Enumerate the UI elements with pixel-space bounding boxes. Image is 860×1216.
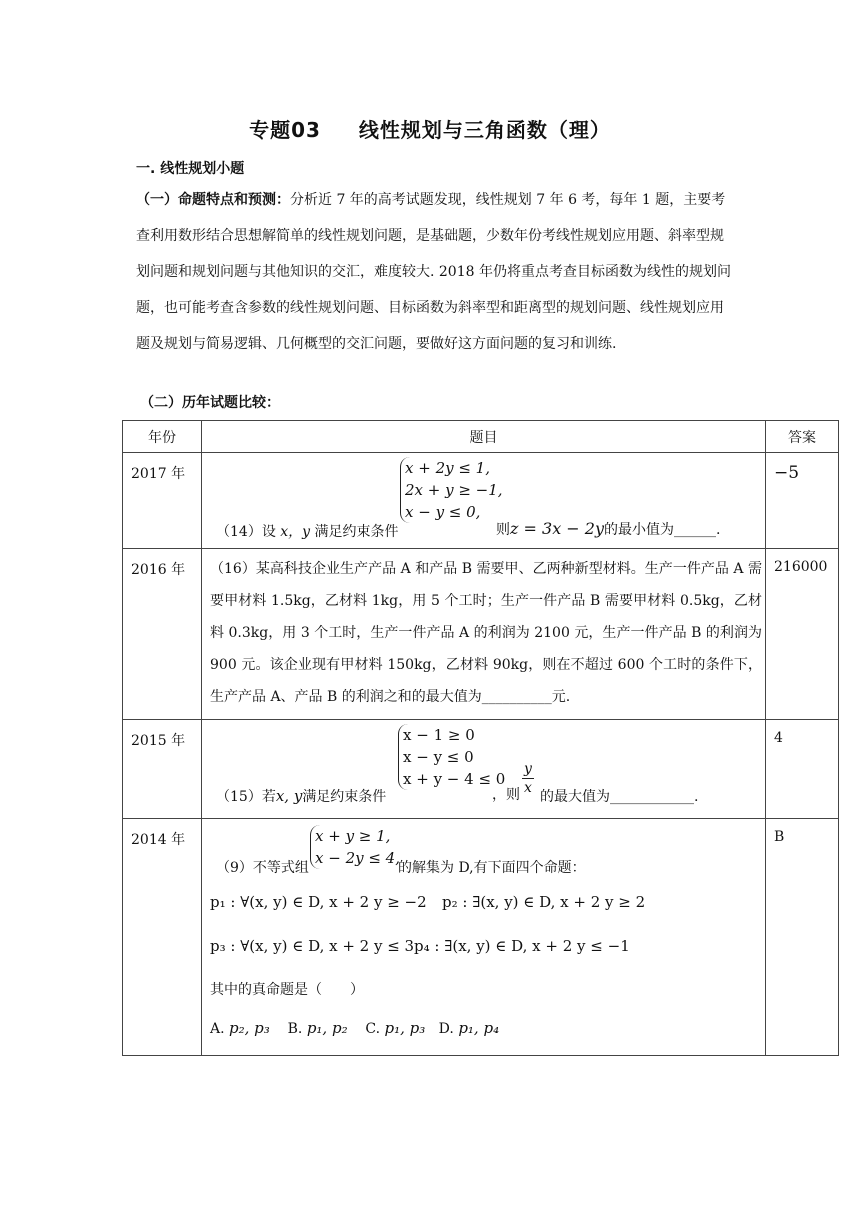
objective-expression: z = 3x − 2y (510, 519, 605, 538)
question-text: （15）若x, y满足约束条件 (216, 787, 387, 805)
table-header-row (123, 421, 839, 453)
row-answer: 216000 (774, 559, 828, 575)
header-year: 年份 (123, 421, 202, 453)
row-year: 2016 年 (131, 562, 186, 578)
option-d: D. (438, 1021, 454, 1037)
fraction: $\frac{y}{x}$ (524, 761, 532, 796)
header-question: 题目 (202, 421, 766, 453)
row-answer: −5 (774, 463, 800, 483)
question-text: （16）某高科技企业生产产品 A 和产品 B 需要甲、乙两种新型材料。生产一件产品 A 需要甲材料 1.5kg，乙材料 1kg，用 5 个工时；生产一件产品 B 需要甲材料 0.5kg，乙材料 0.3kg，用 3 个工时，生产一件产品 A 的利润为 2100 元，生产一件产品 B 的利润为 900 元。该企业现有甲材料 150kg，乙材料 90kg，则在不超过 600 个工时的条件下，生产产品 A、产品 B 的利润之和的最大值为__________元. (210, 561, 762, 705)
subsection-heading: （二）历年试题比较： (140, 395, 280, 411)
row-year: 2017 年 (131, 466, 186, 482)
title-name: 线性规划与三角函数（理） (358, 118, 611, 142)
option-a: A. (210, 1021, 225, 1037)
question-ask: 其中的真命题是（ ） (210, 982, 364, 998)
option-c: C. (365, 1021, 381, 1037)
answer-options: A. p₂, p₃ B. p₁, p₂ C. p₁, p₃ D. p₁, p₄ (210, 1019, 500, 1037)
question-text: （14）设 x，y 满足约束条件 (216, 524, 399, 540)
row-year: 2015 年 (131, 733, 186, 749)
intro-text: 分析近 7 年的高考试题发现，线性规划 7 年 6 考，每年 1 题，主要考查利用数形结合思想解简单的线性规划问题，是基础题，少数年份考线性规划应用题、斜率型规划问题和规划问题与其他知识的交汇，难度较大. 2018 年仍将重点考查目标函数为线性的规划问题，也可能考查含参数的线性规划问题、目标函数为斜率型和距离型的规划问题、线性规划应用题及规划与简易逻辑、几何概型的交汇问题，要做好这方面问题的复习和训练. (136, 192, 731, 352)
table-row (123, 549, 839, 720)
table-row: 2017 年 x + 2y ≤ 1, 2x + y ≥ −1, x − y ≤ 0, （14）设 x，y 满足约束条件 则z = 3x − 2y的最小值为______. −5 (123, 453, 839, 549)
constraint-system: x + y ≥ 1, x − 2y ≤ 4, (310, 825, 400, 869)
proposition-p2: p₂ : ∃(x, y) ∈ D, x + 2 y ≥ 2 (442, 893, 646, 911)
constraint-system: x + 2y ≤ 1, 2x + y ≥ −1, x − y ≤ 0, (400, 457, 503, 523)
proposition-p3: p₃ : ∀(x, y) ∈ D, x + 2 y ≤ 3 (210, 937, 415, 955)
table-row (123, 819, 839, 1056)
title-code: 专题03 (249, 118, 321, 142)
constraint-system: x − 1 ≥ 0 x − y ≤ 0 x + y − 4 ≤ 0 (398, 724, 505, 790)
section-heading: 一. 线性规划小题 (136, 161, 245, 177)
question-text: 的解集为 D,有下面四个命题： (398, 860, 586, 876)
page-title (0, 114, 860, 143)
intro-lead: （一）命题特点和预测： (136, 192, 290, 208)
option-b: B. (287, 1021, 303, 1037)
row-year: 2014 年 (131, 832, 186, 848)
question-prefix: （9）不等式组 (216, 860, 309, 876)
intro-paragraph (136, 182, 736, 362)
proposition-p1: p₁ : ∀(x, y) ∈ D, x + 2 y ≥ −2 (210, 893, 427, 911)
exam-table (122, 420, 839, 1056)
table-row: 2015 年 x − 1 ≥ 0 x − y ≤ 0 x + y − 4 ≤ 0 （15）若x, y满足约束条件 ，则 $\frac{y}{x}$ 的最大值为____________. 4 (123, 720, 839, 819)
header-answer: 答案 (766, 421, 839, 453)
proposition-p4: p₄ : ∃(x, y) ∈ D, x + 2 y ≤ −1 (414, 937, 630, 955)
row-answer: 4 (774, 730, 783, 746)
row-answer: B (774, 829, 785, 845)
